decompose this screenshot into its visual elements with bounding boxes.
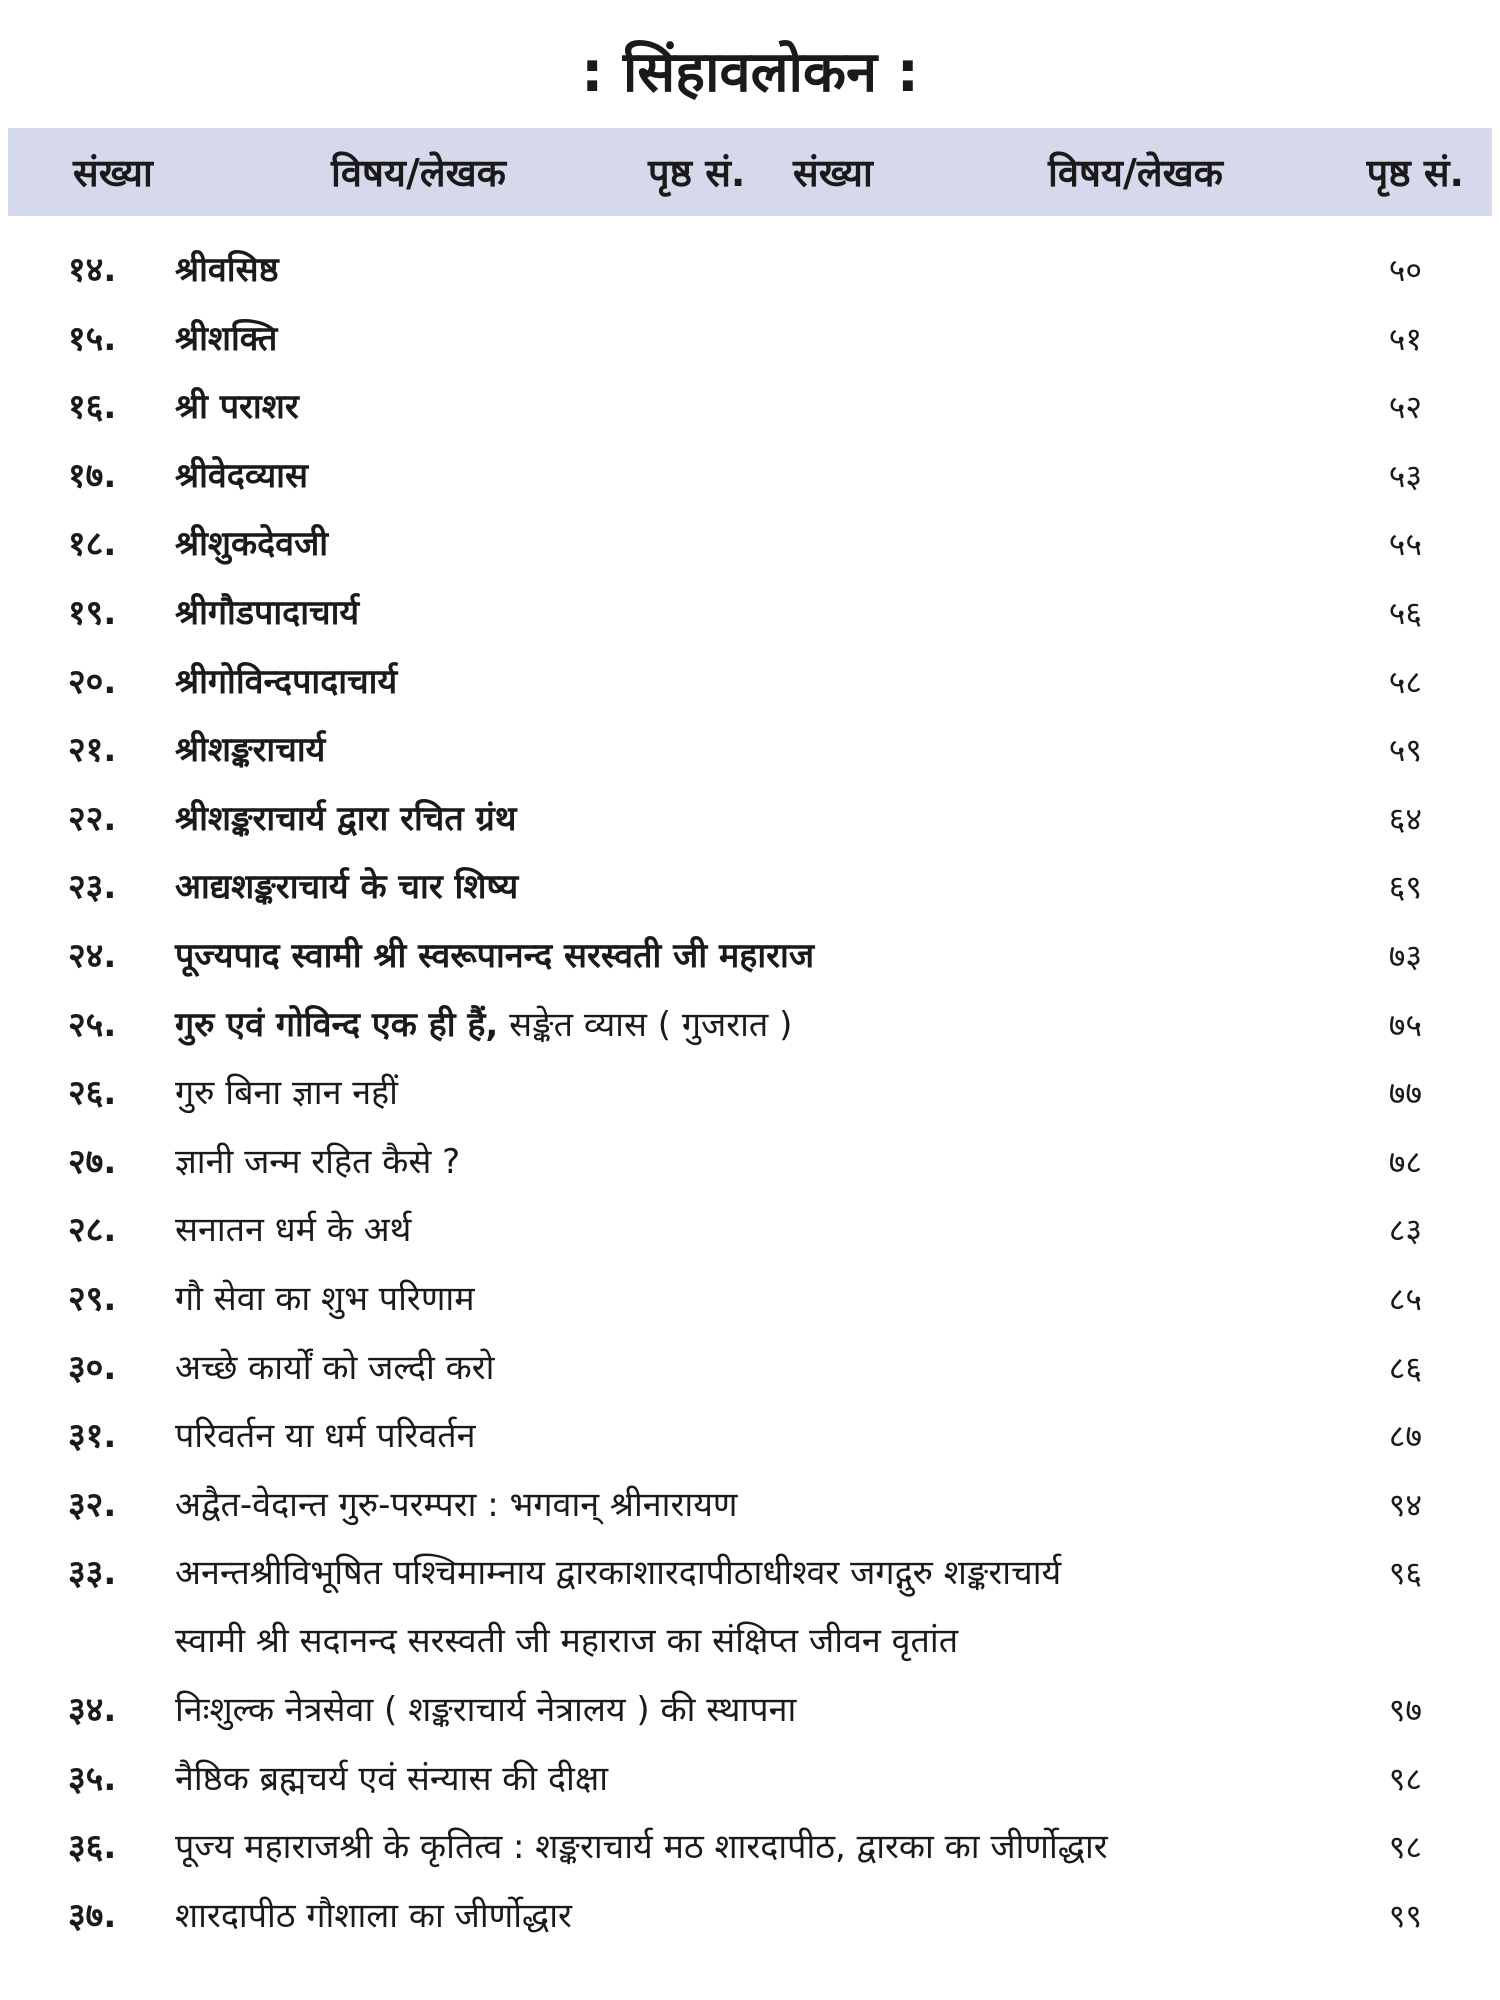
item-number: ३६. — [68, 1827, 117, 1868]
item-page: ७८ — [1388, 1142, 1422, 1181]
item-title: श्रीशङ्कराचार्य — [175, 730, 326, 771]
item-title — [175, 1539, 1275, 1675]
list-item — [0, 442, 1500, 511]
item-page: ९८ — [1388, 1828, 1422, 1867]
item-number: १७. — [68, 455, 117, 496]
item-title: गुरु बिना ज्ञान नहीं — [175, 1073, 398, 1114]
list-item — [0, 305, 1500, 374]
list-item — [0, 1676, 1500, 1745]
list-item — [0, 1813, 1500, 1882]
item-number: १९. — [68, 592, 117, 633]
item-page: ५० — [1388, 251, 1422, 289]
item-number: २७. — [68, 1141, 117, 1182]
item-number: ३१. — [68, 1416, 117, 1457]
item-title: पूज्यपाद स्वामी श्री स्वरूपानन्द सरस्वती जी महाराज — [175, 935, 815, 976]
item-title: श्री पराशर — [175, 387, 299, 428]
item-page: ५६ — [1388, 593, 1422, 632]
item-title: गौ सेवा का शुभ परिणाम — [175, 1278, 475, 1319]
item-title — [175, 1003, 1275, 1047]
item-number: ३४. — [68, 1690, 117, 1731]
list-item — [0, 1196, 1500, 1265]
item-page: ५३ — [1388, 456, 1422, 495]
list-item — [0, 1402, 1500, 1471]
item-title: आद्यशङ्कराचार्य के चार शिष्य — [175, 867, 519, 908]
item-title: शारदापीठ गौशाला का जीर्णोद्धार — [175, 1896, 572, 1937]
item-number: ३३. — [68, 1553, 117, 1594]
list-item — [0, 1059, 1500, 1128]
item-number: १५. — [68, 318, 117, 359]
item-page: ८५ — [1388, 1279, 1422, 1318]
item-number: २३. — [68, 867, 117, 908]
list-item — [0, 373, 1500, 442]
item-number: २०. — [68, 661, 117, 702]
item-number: १४. — [68, 250, 117, 290]
item-page: ८६ — [1388, 1348, 1422, 1387]
item-number: १८. — [68, 524, 117, 565]
list-item — [0, 922, 1500, 991]
item-page: ६४ — [1388, 799, 1422, 838]
item-page: ८३ — [1388, 1211, 1422, 1250]
item-title: निःशुल्क नेत्रसेवा ( शङ्कराचार्य नेत्रालय ) की स्थापना — [175, 1690, 797, 1731]
item-page: ५५ — [1388, 525, 1422, 564]
item-page: ८७ — [1388, 1417, 1422, 1456]
header-page-number-2: पृष्ठ सं. — [1366, 151, 1464, 195]
item-number: २२. — [68, 798, 117, 839]
item-title: अच्छे कार्यों को जल्दी करो — [175, 1347, 495, 1388]
item-page: ५१ — [1388, 319, 1422, 358]
list-item — [0, 236, 1500, 305]
item-title: श्रीगौडपादाचार्य — [175, 592, 360, 633]
header-page-number: पृष्ठ सं. — [648, 151, 746, 195]
item-number: २९. — [68, 1278, 117, 1319]
list-item — [0, 716, 1500, 785]
list-item — [0, 785, 1500, 854]
item-page: ९४ — [1388, 1485, 1422, 1524]
list-item — [0, 1745, 1500, 1814]
item-title: श्रीगोविन्दपादाचार्य — [175, 661, 398, 702]
item-page: ९९ — [1388, 1897, 1422, 1936]
header-subject-author-2: विषय/लेखक — [1048, 151, 1223, 195]
item-number: ३०. — [68, 1347, 117, 1388]
item-title: श्रीशुकदेवजी — [175, 524, 329, 565]
contents-list — [0, 236, 1500, 1951]
item-title-line-1: अनन्तश्रीविभूषित पश्चिमाम्नाय द्वारकाशारदापीठाधीश्वर जगद्गुरु शङ्कराचार्य — [175, 1553, 1062, 1594]
item-number: ३५. — [68, 1758, 117, 1799]
item-page: ६९ — [1388, 868, 1422, 907]
list-item — [0, 1882, 1500, 1951]
item-title: श्रीवेदव्यास — [175, 455, 308, 496]
list-item — [0, 1539, 1500, 1676]
item-number: २६. — [68, 1073, 117, 1114]
header-subject-author: विषय/लेखक — [331, 151, 506, 195]
list-item — [0, 1471, 1500, 1540]
item-page: ९७ — [1388, 1691, 1422, 1730]
table-header — [8, 128, 1492, 216]
item-page: ५२ — [1388, 388, 1422, 427]
list-item — [0, 991, 1500, 1060]
item-number: २८. — [68, 1210, 117, 1251]
list-item — [0, 510, 1500, 579]
item-title: परिवर्तन या धर्म परिवर्तन — [175, 1416, 476, 1457]
item-title: श्रीशक्ति — [175, 318, 278, 359]
item-number: २१. — [68, 730, 117, 771]
list-item — [0, 648, 1500, 717]
page-title: : सिंहावलोकन : — [580, 40, 920, 105]
list-item — [0, 853, 1500, 922]
item-title: श्रीशङ्कराचार्य द्वारा रचित ग्रंथ — [175, 798, 517, 839]
item-title: पूज्य महाराजश्री के कृतित्व : शङ्कराचार्य मठ शारदापीठ, द्वारका का जीर्णोद्धार — [175, 1827, 1108, 1868]
header-number: संख्या — [73, 151, 153, 195]
item-page: ९६ — [1388, 1554, 1422, 1593]
item-number: ३७. — [68, 1896, 117, 1937]
item-title: नैष्ठिक ब्रह्मचर्य एवं संन्यास की दीक्षा — [175, 1758, 609, 1799]
item-page: ५८ — [1388, 662, 1422, 701]
item-number: ३२. — [68, 1484, 117, 1525]
item-title: अद्वैत-वेदान्त गुरु-परम्परा : भगवान् श्रीनारायण — [175, 1484, 738, 1525]
list-item — [0, 1265, 1500, 1334]
list-item — [0, 1128, 1500, 1197]
item-number: २५. — [68, 1004, 117, 1045]
item-page: ७५ — [1388, 1005, 1422, 1044]
header-number-2: संख्या — [793, 151, 873, 195]
item-title-bold: गुरु एवं गोविन्द एक ही हैं, — [175, 1004, 499, 1045]
item-number: १६. — [68, 387, 117, 428]
item-page: ५९ — [1388, 731, 1422, 770]
item-author: सङ्केत व्यास ( गुजरात ) — [498, 1004, 793, 1045]
item-title: सनातन धर्म के अर्थ — [175, 1210, 412, 1251]
item-title-line-2: स्वामी श्री सदानन्द सरस्वती जी महाराज का संक्षिप्त जीवन वृतांत — [175, 1621, 959, 1662]
item-page: ७३ — [1388, 936, 1422, 975]
item-number: २४. — [68, 935, 117, 976]
item-title: श्रीवसिष्ठ — [175, 250, 279, 290]
item-page: ७७ — [1388, 1074, 1422, 1113]
list-item — [0, 579, 1500, 648]
item-title: ज्ञानी जन्म रहित कैसे ? — [175, 1141, 461, 1182]
item-page: ९८ — [1388, 1759, 1422, 1798]
list-item — [0, 1334, 1500, 1403]
